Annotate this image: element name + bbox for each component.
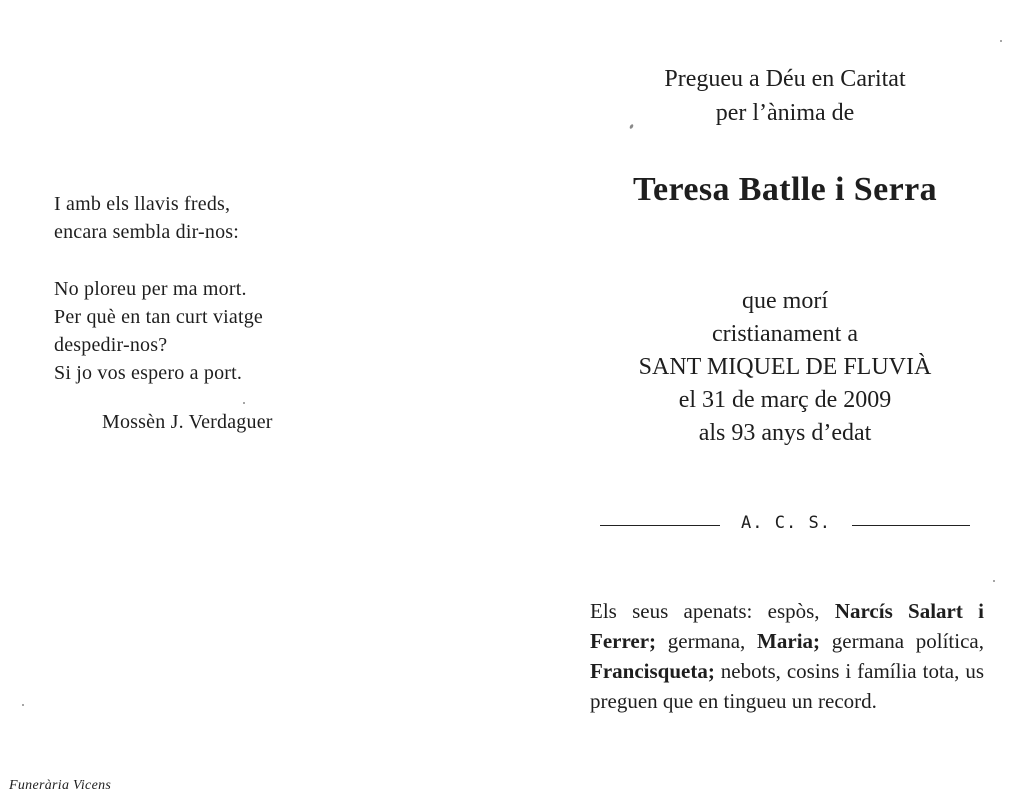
poem-line: despedir-nos?: [54, 334, 168, 356]
mourners-intro: Els seus apenats: espòs,: [590, 599, 835, 623]
scan-speck: [243, 402, 245, 404]
poem-line: I amb els llavis freds,: [54, 193, 231, 215]
mourners-paragraph: [590, 596, 984, 716]
sister-in-law-label: germana política,: [820, 629, 984, 653]
poem-line: No ploreu per ma mort.: [54, 278, 247, 300]
death-date: el 31 de març de 2009: [678, 387, 892, 413]
poem-line: Per què en tan curt viatge: [54, 306, 264, 328]
death-place: SANT MIQUEL DE FLUVIÀ: [638, 354, 932, 380]
death-line-1: que morí: [742, 288, 828, 314]
poem-stanza-1: [54, 190, 354, 246]
spouse-name: Narcís Salart i Ferrer;: [590, 599, 984, 653]
invocation-line-2: per l’ànima de: [715, 100, 855, 126]
death-details: [580, 285, 990, 450]
funeral-home-credit: Funerària Vicens: [9, 778, 112, 793]
sister-label: germana,: [656, 629, 758, 653]
invocation-line-1: Pregueu a Déu en Caritat: [664, 66, 906, 92]
poem-line: Si jo vos espero a port.: [54, 362, 243, 384]
poem-stanza-2: [54, 275, 354, 387]
acs-divider: [600, 512, 970, 538]
divider-rule-right: [852, 525, 970, 526]
scan-speck: [22, 704, 24, 706]
sister-name: Maria;: [757, 629, 821, 653]
death-age: als 93 anys d’edat: [698, 420, 872, 446]
mourners-closing: nebots, cosins i família tota, us preguen que en tingueu un record.: [590, 659, 984, 713]
sister-in-law-name: Francisqueta;: [590, 659, 715, 683]
prayer-invocation: [580, 62, 990, 130]
divider-rule-left: [600, 525, 720, 526]
scan-speck: [993, 580, 995, 582]
death-line-2: cristianament a: [712, 321, 858, 347]
deceased-name: Teresa Batlle i Serra: [633, 171, 937, 208]
poem: [54, 190, 354, 436]
acs-label: A. C. S.: [741, 513, 831, 533]
poem-line: encara sembla dir-nos:: [54, 221, 240, 243]
poem-author: Mossèn J. Verdaguer: [102, 411, 273, 433]
scan-speck: [1000, 40, 1002, 42]
